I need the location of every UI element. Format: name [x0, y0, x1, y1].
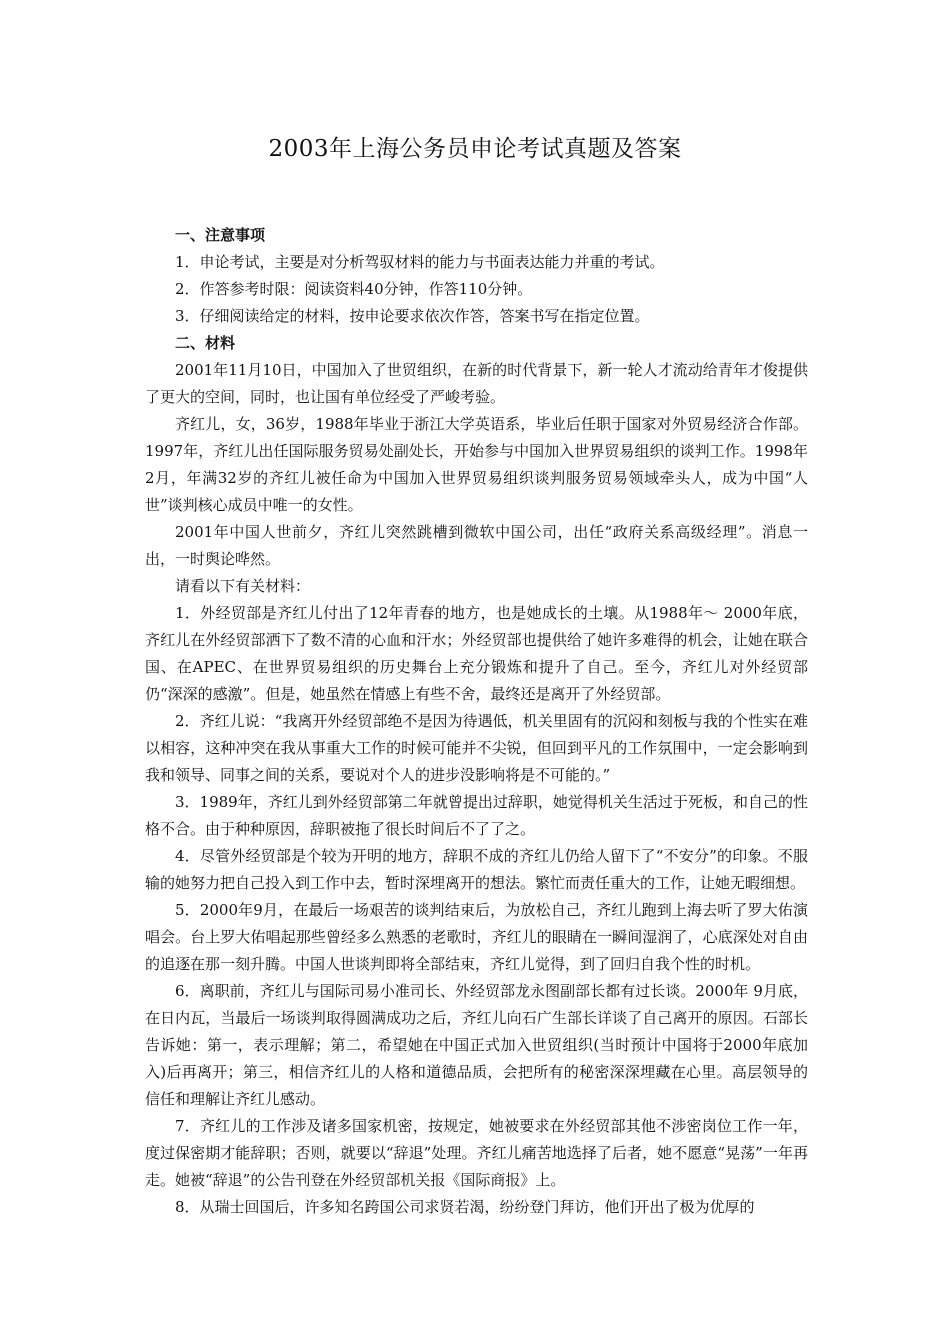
notice-item: 1．申论考试，主要是对分析驾驭材料的能力与书面表达能力并重的考试。 — [175, 253, 665, 271]
notice-item: 3．仔细阅读给定的材料，按申论要求依次作答，答案书写在指定位置。 — [175, 307, 650, 325]
body-paragraph: 请看以下有关材料： — [175, 577, 311, 595]
body-paragraph: 8．从瑞士回国后，许多知名跨国公司求贤若渴，纷纷登门拜访，他们开出了极为优厚的 — [175, 1198, 755, 1216]
body-paragraph: 2001年中国人世前夕，齐红儿突然跳槽到微软中国公司，出任“政府关系高级经理”。消息一出，一时舆论哗然。 — [145, 523, 808, 568]
document-body — [145, 222, 808, 1221]
body-paragraph: 3．1989年，齐红儿到外经贸部第二年就曾提出过辞职，她觉得机关生活过于死板，和自己的性格不合。由于种种原因，辞职被拖了很长时间后不了了之。 — [145, 793, 808, 838]
body-paragraph: 5．2000年9月，在最后一场艰苦的谈判结束后，为放松自己，齐红儿跑到上海去听了罗大佑演唱会。台上罗大佑唱起那些曾经多么熟悉的老歌时，齐红儿的眼睛在一瞬间湿润了，心底深处对自由的追逐在那一刻升腾。中国人世谈判即将全部结束，齐红儿觉得，到了回归自我个性的时机。 — [145, 901, 808, 973]
body-paragraph: 2001年11月10日，中国加入了世贸组织，在新的时代背景下，新一轮人才流动给青年才俊提供了更大的空间，同时，也让国有单位经受了严峻考验。 — [145, 361, 808, 406]
section-heading: 一、注意事项 — [175, 226, 266, 244]
document-title: 2003年上海公务员申论考试真题及答案 — [268, 136, 682, 162]
notice-item: 2．作答参考时限：阅读资料40分钟，作答110分钟。 — [175, 280, 533, 298]
body-paragraph: 4．尽管外经贸部是个较为开明的地方，辞职不成的齐红儿仍给人留下了“不安分”的印象。不服输的她努力把自己投入到工作中去，暂时深埋离开的想法。繁忙而责任重大的工作，让她无暇细想。 — [145, 847, 808, 892]
body-paragraph: 齐红儿，女，36岁，1988年毕业于浙江大学英语系，毕业后任职于国家对外贸易经济合作部。1997年，齐红儿出任国际服务贸易处副处长，开始参与中国加入世界贸易组织的谈判工作。1998年2月，年满32岁的齐红儿被任命为中国加入世界贸易组织谈判服务贸易领域牵头人，成为中国“人世”谈判核心成员中唯一的女性。 — [145, 415, 808, 514]
body-paragraph: 1．外经贸部是齐红儿付出了12年青春的地方，也是她成长的土壤。从1988年～ 2000年底，齐红儿在外经贸部洒下了数不清的心血和汗水；外经贸部也提供给了她许多难得的机会，让她在联合国、在APEC、在世界贸易组织的历史舞台上充分锻炼和提升了自己。至今，齐红儿对外经贸部仍“深深的感激”。但是，她虽然在情感上有些不舍，最终还是离开了外经贸部。 — [145, 604, 808, 703]
body-paragraph: 2．齐红儿说：“我离开外经贸部绝不是因为待遇低，机关里固有的沉闷和刻板与我的个性实在难以相容，这种冲突在我从事重大工作的时候可能并不尖锐，但回到平凡的工作氛围中，一定会影响到我和领导、同事之间的关系，要说对个人的进步没影响将是不可能的。” — [145, 712, 808, 784]
body-paragraph: 6．离职前，齐红儿与国际司易小准司长、外经贸部龙永图副部长都有过长谈。2000年 9月底，在日内瓦，当最后一场谈判取得圆满成功之后，齐红儿向石广生部长详谈了自己离开的原因。石部长告诉她：第一，表示理解；第二，希望她在中国正式加入世贸组织(当时预计中国将于2000年底加入)后再离开；第三，相信齐红儿的人格和道德品质，会把所有的秘密深深埋藏在心里。高层领导的信任和理解让齐红儿感动。 — [145, 982, 808, 1108]
body-paragraph: 7．齐红儿的工作涉及诸多国家机密，按规定，她被要求在外经贸部其他不涉密岗位工作一年，度过保密期才能辞职；否则，就要以“辞退”处理。齐红儿痛苦地选择了后者，她不愿意“晃荡”一年再走。她被“辞退”的公告刊登在外经贸部机关报《国际商报》上。 — [145, 1117, 808, 1189]
section-heading: 二、材料 — [175, 334, 236, 352]
